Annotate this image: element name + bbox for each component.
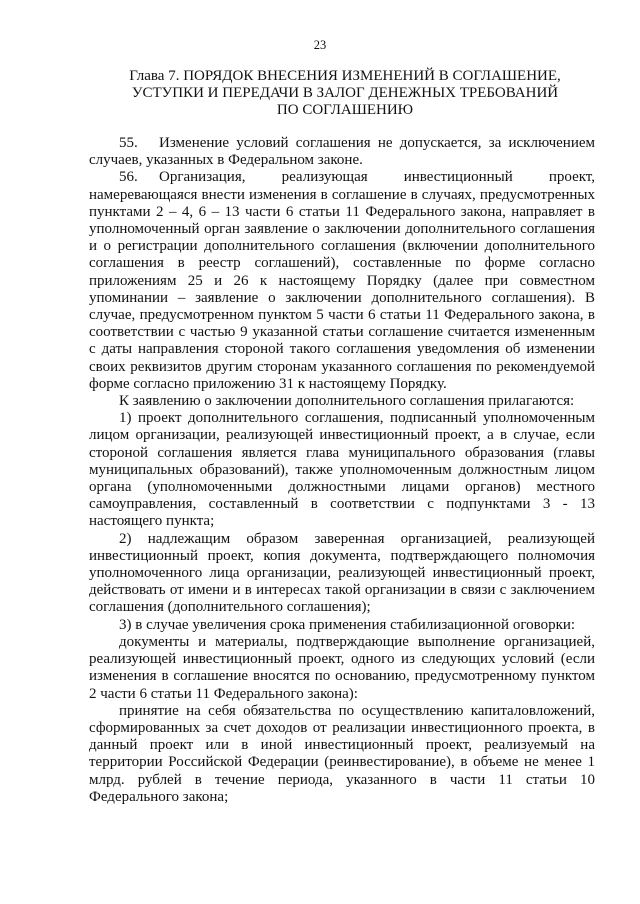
- paragraph-56: [89, 169, 595, 393]
- chapter-title: [110, 68, 580, 119]
- chapter-title-line: Глава 7. ПОРЯДОК ВНЕСЕНИЯ ИЗМЕНЕНИЙ В СОГЛАШЕНИЕ,: [129, 68, 561, 84]
- paragraph-number: 55.: [119, 135, 138, 151]
- chapter-title-line: УСТУПКИ И ПЕРЕДАЧИ В ЗАЛОГ ДЕНЕЖНЫХ ТРЕБОВАНИЙ: [131, 85, 559, 101]
- paragraph-item-2: 2) надлежащим образом заверенная организацией, реализующей инвестиционный проект, копия документа, подтверждающего полномочия уполномоченного лица организации, реализующей инвестиционный проект, действовать от имени и в интересах такой организации в связи с заключением соглашения (дополнительного соглашения);: [89, 530, 595, 616]
- paragraph-text: Изменение условий соглашения не допускается, за исключением случаев, указанных в Федеральном законе.: [89, 135, 595, 169]
- paragraph-attachments-intro: К заявлению о заключении дополнительного соглашения прилагаются:: [119, 393, 575, 410]
- chapter-title-line: ПО СОГЛАШЕНИЮ: [276, 102, 414, 118]
- paragraph-item-3: 3) в случае увеличения срока применения стабилизационной оговорки:: [119, 616, 576, 633]
- paragraph-item-1: 1) проект дополнительного соглашения, подписанный уполномоченным лицом организации, реализующей инвестиционный проект, а в случае, если стороной соглашения является глава муниципального образования (главы муниципальных образований), также уполномоченным должностным лицом органа (уполномоченными должностными лицами органов) местного самоуправления, составленный в соответствии с подпунктами 3 - 13 настоящего пункта;: [89, 410, 595, 530]
- paragraph-55: [89, 135, 595, 169]
- paragraph-text: Организация, реализующая инвестиционный проект, намеревающаяся внести изменения в соглашение в случаях, предусмотренных пунктами 2 – 4, 6 – 13 части 6 статьи 11 Федерального закона, направляет в уполномоченный орган заявление о заключении дополнительного соглашения и о регистрации дополнительного соглашения (включении дополнительного соглашения в реестр соглашений), составленные по форме согласно приложениям 25 и 26 к настоящему Порядку (далее при совместном упоминании – заявление о заключении дополнительного соглашения). В случае, предусмотренном пунктом 5 части 6 статьи 11 Федерального закона, в соответствии с частью 9 указанной статьи соглашение считается измененным с даты направления стороной такого соглашения уведомления об изменении своих реквизитов другим сторонам указанного соглашения по рекомендуемой форме согласно приложению 31 к настоящему Порядку.: [89, 169, 595, 392]
- paragraph-number: 56.: [119, 169, 138, 186]
- body-text: [89, 135, 595, 806]
- page-number: 23: [313, 38, 327, 52]
- paragraph-documents: документы и материалы, подтверждающие выполнение организацией, реализующей инвестиционный проект, одного из следующих условий (если изменения в соглашение вносятся по основанию, предусмотренному пунктом 2 части 6 статьи 11 Федерального закона):: [89, 633, 595, 702]
- paragraph-reinvestment: принятие на себя обязательства по осуществлению капиталовложений, сформированных за счет доходов от реализации инвестиционного проекта, в данный проект или в иной инвестиционный проект, реализуемый на территории Российской Федерации (реинвестирование), в объеме не менее 1 млрд. рублей в течение периода, указанного в части 11 статьи 10 Федерального закона;: [89, 702, 595, 805]
